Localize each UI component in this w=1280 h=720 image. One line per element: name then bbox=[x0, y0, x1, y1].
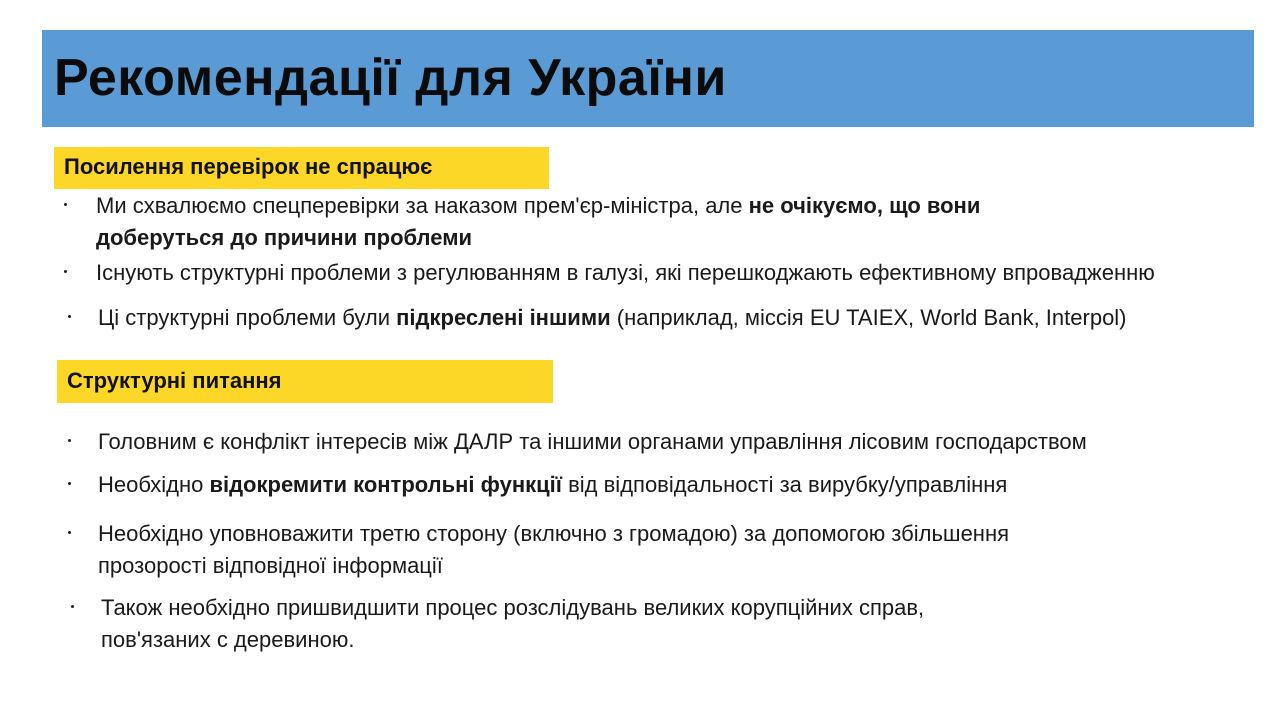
bullet-dot bbox=[64, 270, 67, 273]
bullet-dot bbox=[64, 203, 67, 206]
list-item-text-continuation: доберуться до причини проблеми bbox=[96, 225, 472, 250]
page-title: Рекомендації для України bbox=[54, 49, 727, 107]
list-item-text: Головним є конфлікт інтересів між ДАЛР та іншими органами управління лісовим господарством bbox=[98, 429, 1087, 454]
bullet-dot bbox=[68, 439, 71, 442]
list-item-text: Ми схвалюємо спецперевірки за наказом прем'єр-міністра, але не очікуємо, що вони bbox=[96, 193, 981, 218]
section-label-checks: Посилення перевірок не спрацює bbox=[54, 147, 549, 189]
list-item-text: Необхідно відокремити контрольні функції від відповідальності за вирубку/управління bbox=[98, 472, 1008, 497]
title-banner bbox=[42, 30, 1254, 127]
bullet-dot bbox=[68, 531, 71, 534]
list-item-text: Існують структурні проблеми з регулюванням в галузі, які перешкоджають ефективному впровадженню bbox=[96, 260, 1155, 285]
bullet-dot bbox=[71, 605, 74, 608]
list-item-text: Ці структурні проблеми були підкреслені іншими (наприклад, міссія EU TAIEX, World Bank, Interpol) bbox=[98, 305, 1127, 330]
bullet-dot bbox=[68, 482, 71, 485]
list-item-text-continuation: прозорості відповідної інформації bbox=[98, 553, 443, 578]
section-label-structural: Структурні питання bbox=[57, 360, 553, 403]
list-item-text-continuation: пов'язаних с деревиною. bbox=[101, 627, 355, 652]
list-item-text: Також необхідно пришвидшити процес розслідувань великих корупційних справ, bbox=[101, 595, 925, 620]
list-item-text: Необхідно уповноважити третю сторону (включно з громадою) за допомогою збільшення bbox=[98, 521, 1010, 546]
bullet-dot bbox=[68, 315, 71, 318]
